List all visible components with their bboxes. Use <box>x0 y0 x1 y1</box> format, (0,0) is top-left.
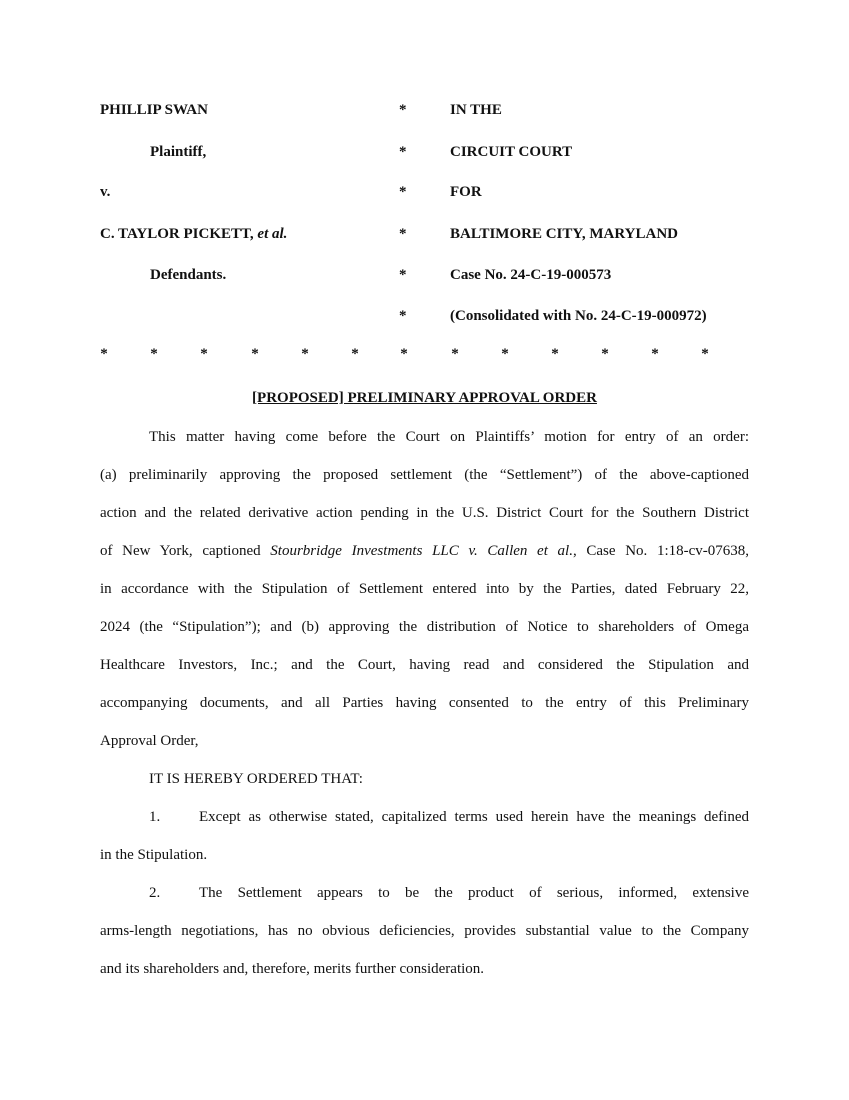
caption-star: * <box>399 184 407 200</box>
paragraph-line: in the Stipulation. <box>100 847 208 863</box>
paragraph-line: accompanying documents, and all Parties having consented to the entry of this Preliminary <box>100 695 749 711</box>
court-line: CIRCUIT COURT <box>450 144 573 160</box>
separator-star: * <box>251 346 259 362</box>
item-number: 2. <box>149 885 161 901</box>
ordered-text: IT IS HEREBY ORDERED THAT: <box>149 771 363 787</box>
separator-star: * <box>200 346 208 362</box>
case-caption-italic: Stourbridge Investments LLC v. Callen et al. <box>270 543 573 559</box>
caption-row <box>0 224 849 244</box>
separator-star: * <box>451 346 459 362</box>
consolidated-case: (Consolidated with No. 24-C-19-000972) <box>450 308 707 324</box>
paragraph-line: 2024 (the “Stipulation”); and (b) approving the distribution of Notice to shareholders of Omega <box>100 619 749 635</box>
separator-star: * <box>100 346 108 362</box>
court-location: BALTIMORE CITY, MARYLAND <box>450 226 678 242</box>
paragraph-line: and its shareholders and, therefore, merits further consideration. <box>100 961 485 977</box>
separator-star: * <box>351 346 359 362</box>
paragraph-line: action and the related derivative action pending in the U.S. District Court for the Southern District <box>100 505 749 521</box>
document-title: [PROPOSED] PRELIMINARY APPROVAL ORDER <box>252 390 597 406</box>
line-text: Except as otherwise stated, capitalized terms used herein have the meanings defined <box>199 809 749 825</box>
caption-star: * <box>399 226 407 242</box>
paragraph-line <box>100 532 749 570</box>
caption-row <box>0 306 849 326</box>
court-line: FOR <box>450 184 482 200</box>
et-al: et al. <box>257 226 288 242</box>
paragraph-line <box>100 798 749 836</box>
paragraph-line: Approval Order, <box>100 733 199 749</box>
separator-star: * <box>551 346 559 362</box>
versus: v. <box>100 184 111 200</box>
order-item-2 <box>100 874 749 988</box>
line-text: of New York, captioned <box>100 543 271 559</box>
case-number: Case No. 24-C-19-000573 <box>450 267 612 283</box>
paragraph-line: (a) preliminarily approving the proposed settlement (the “Settlement”) of the above-captioned <box>100 467 749 483</box>
separator-star: * <box>601 346 609 362</box>
intro-paragraph <box>100 418 749 760</box>
line-text: The Settlement appears to be the product of serious, informed, extensive <box>199 885 749 901</box>
paragraph-line: arms-length negotiations, has no obvious deficiencies, provides substantial value to the Company <box>100 923 749 939</box>
order-item-1 <box>100 798 749 874</box>
separator-star: * <box>301 346 309 362</box>
caption-star: * <box>399 102 407 118</box>
separator-star: * <box>150 346 158 362</box>
caption-star: * <box>399 144 407 160</box>
paragraph-line: This matter having come before the Court on Plaintiffs’ motion for entry of an order: <box>149 429 749 445</box>
separator-star: * <box>400 346 408 362</box>
caption-star: * <box>399 308 407 324</box>
separator-star: * <box>651 346 659 362</box>
plaintiff-label: Plaintiff, <box>150 144 207 160</box>
defendants-label: Defendants. <box>150 267 227 283</box>
paragraph-line <box>100 874 749 912</box>
defendant-name-text: C. TAYLOR PICKETT, <box>100 226 258 242</box>
ordered-heading <box>100 760 749 798</box>
caption-row <box>0 100 849 120</box>
item-number: 1. <box>149 809 161 825</box>
paragraph-line: Healthcare Investors, Inc.; and the Court, having read and considered the Stipulation and <box>100 657 749 673</box>
caption-row <box>0 142 849 162</box>
plaintiff-name: PHILLIP SWAN <box>100 102 208 118</box>
paragraph-line: in accordance with the Stipulation of Settlement entered into by the Parties, dated February 22, <box>100 581 749 597</box>
defendant-name <box>100 224 287 244</box>
caption-row <box>0 265 849 285</box>
caption-star: * <box>399 267 407 283</box>
star-separator <box>0 344 849 364</box>
line-text: , Case No. 1:18-cv-07638, <box>572 543 750 559</box>
court-line: IN THE <box>450 102 502 118</box>
separator-star: * <box>701 346 709 362</box>
caption-row <box>0 182 849 202</box>
separator-star: * <box>501 346 509 362</box>
